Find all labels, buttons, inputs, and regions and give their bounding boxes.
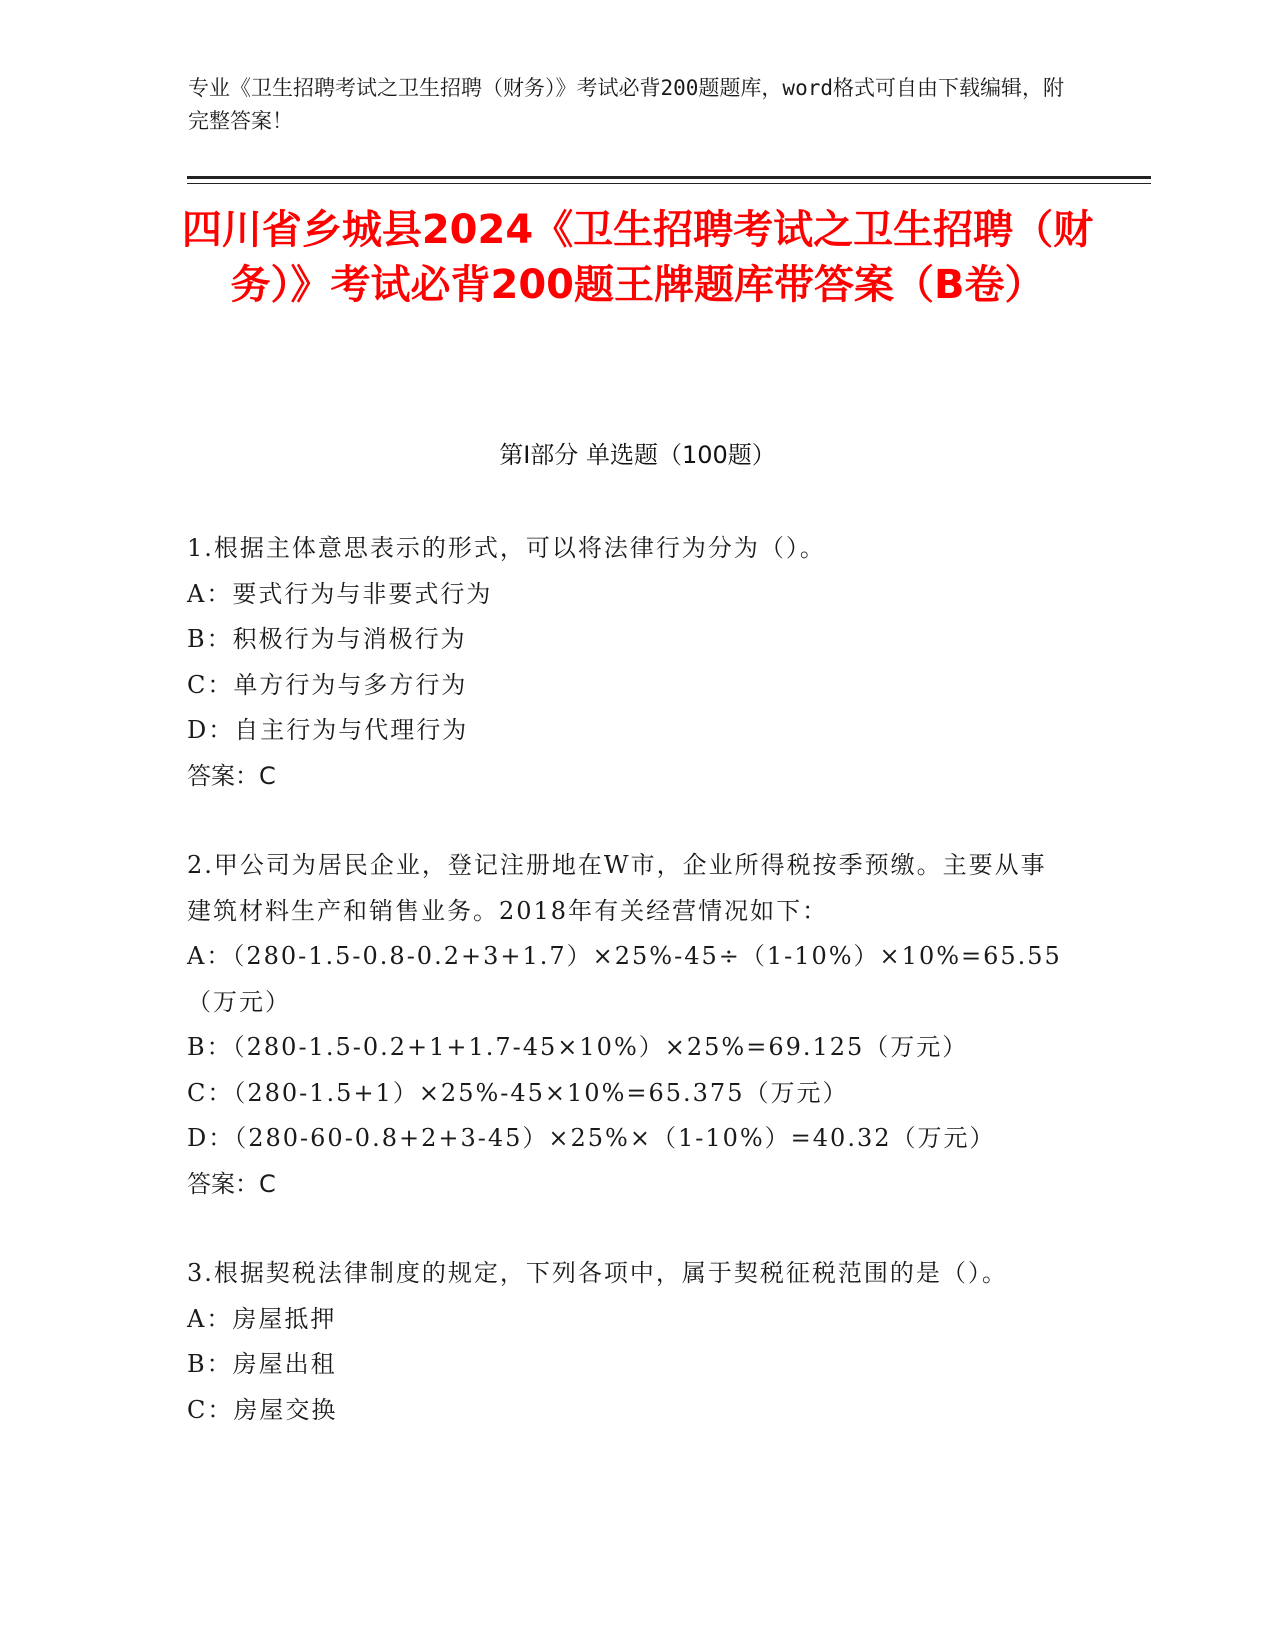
option-d: D：自主行为与代理行为 [187,716,469,744]
question-2 [187,843,1067,1207]
option-b: B：（280-1.5-0.2+1+1.7-45×10%）×25%=69.125（万元） [187,1033,969,1061]
option-a: A：房屋抵押 [187,1304,337,1333]
question-stem: 2.甲公司为居民企业，登记注册地在W市，企业所得税按季预缴。主要从事建筑材料生产和销售业务。2018年有关经营情况如下： [187,851,1047,925]
option-b: B：积极行为与消极行为 [187,625,467,653]
option-d: D：（280-60-0.8+2+3-45）×25%×（1-10%）=40.32（万元） [187,1124,996,1152]
header-note: 专业《卫生招聘考试之卫生招聘（财务）》考试必背200题题库，word格式可自由下载编辑，附完整答案！ [188,76,1064,133]
header-divider-thick [187,176,1151,179]
question-list [187,526,1067,1477]
question-stem: 3.根据契税法律制度的规定，下列各项中，属于契税征税范围的是（）。 [187,1259,1008,1287]
question-stem: 1.根据主体意思表示的形式，可以将法律行为分为（）。 [187,534,826,562]
document-title: 四川省乡城县2024《卫生招聘考试之卫生招聘（财务）》考试必背200题王牌题库带答案（B卷） [181,207,1094,308]
option-c: C：房屋交换 [187,1395,338,1424]
option-c: C：（280-1.5+1）×25%-45×10%=65.375（万元） [187,1078,849,1107]
question-3 [187,1251,1067,1433]
answer-label: 答案：C [187,761,276,790]
section-title: 第I部分 单选题（100题） [499,441,776,469]
option-b: B：房屋出租 [187,1350,337,1378]
option-a: A：（280-1.5-0.8-0.2+3+1.7）×25%-45÷（1-10%）×10%=65.55（万元） [187,942,1062,1016]
answer-label: 答案：C [187,1169,276,1198]
option-a: A：要式行为与非要式行为 [187,579,493,608]
option-c: C：单方行为与多方行为 [187,670,468,699]
header-divider-thin [187,183,1151,184]
question-1 [187,526,1067,799]
